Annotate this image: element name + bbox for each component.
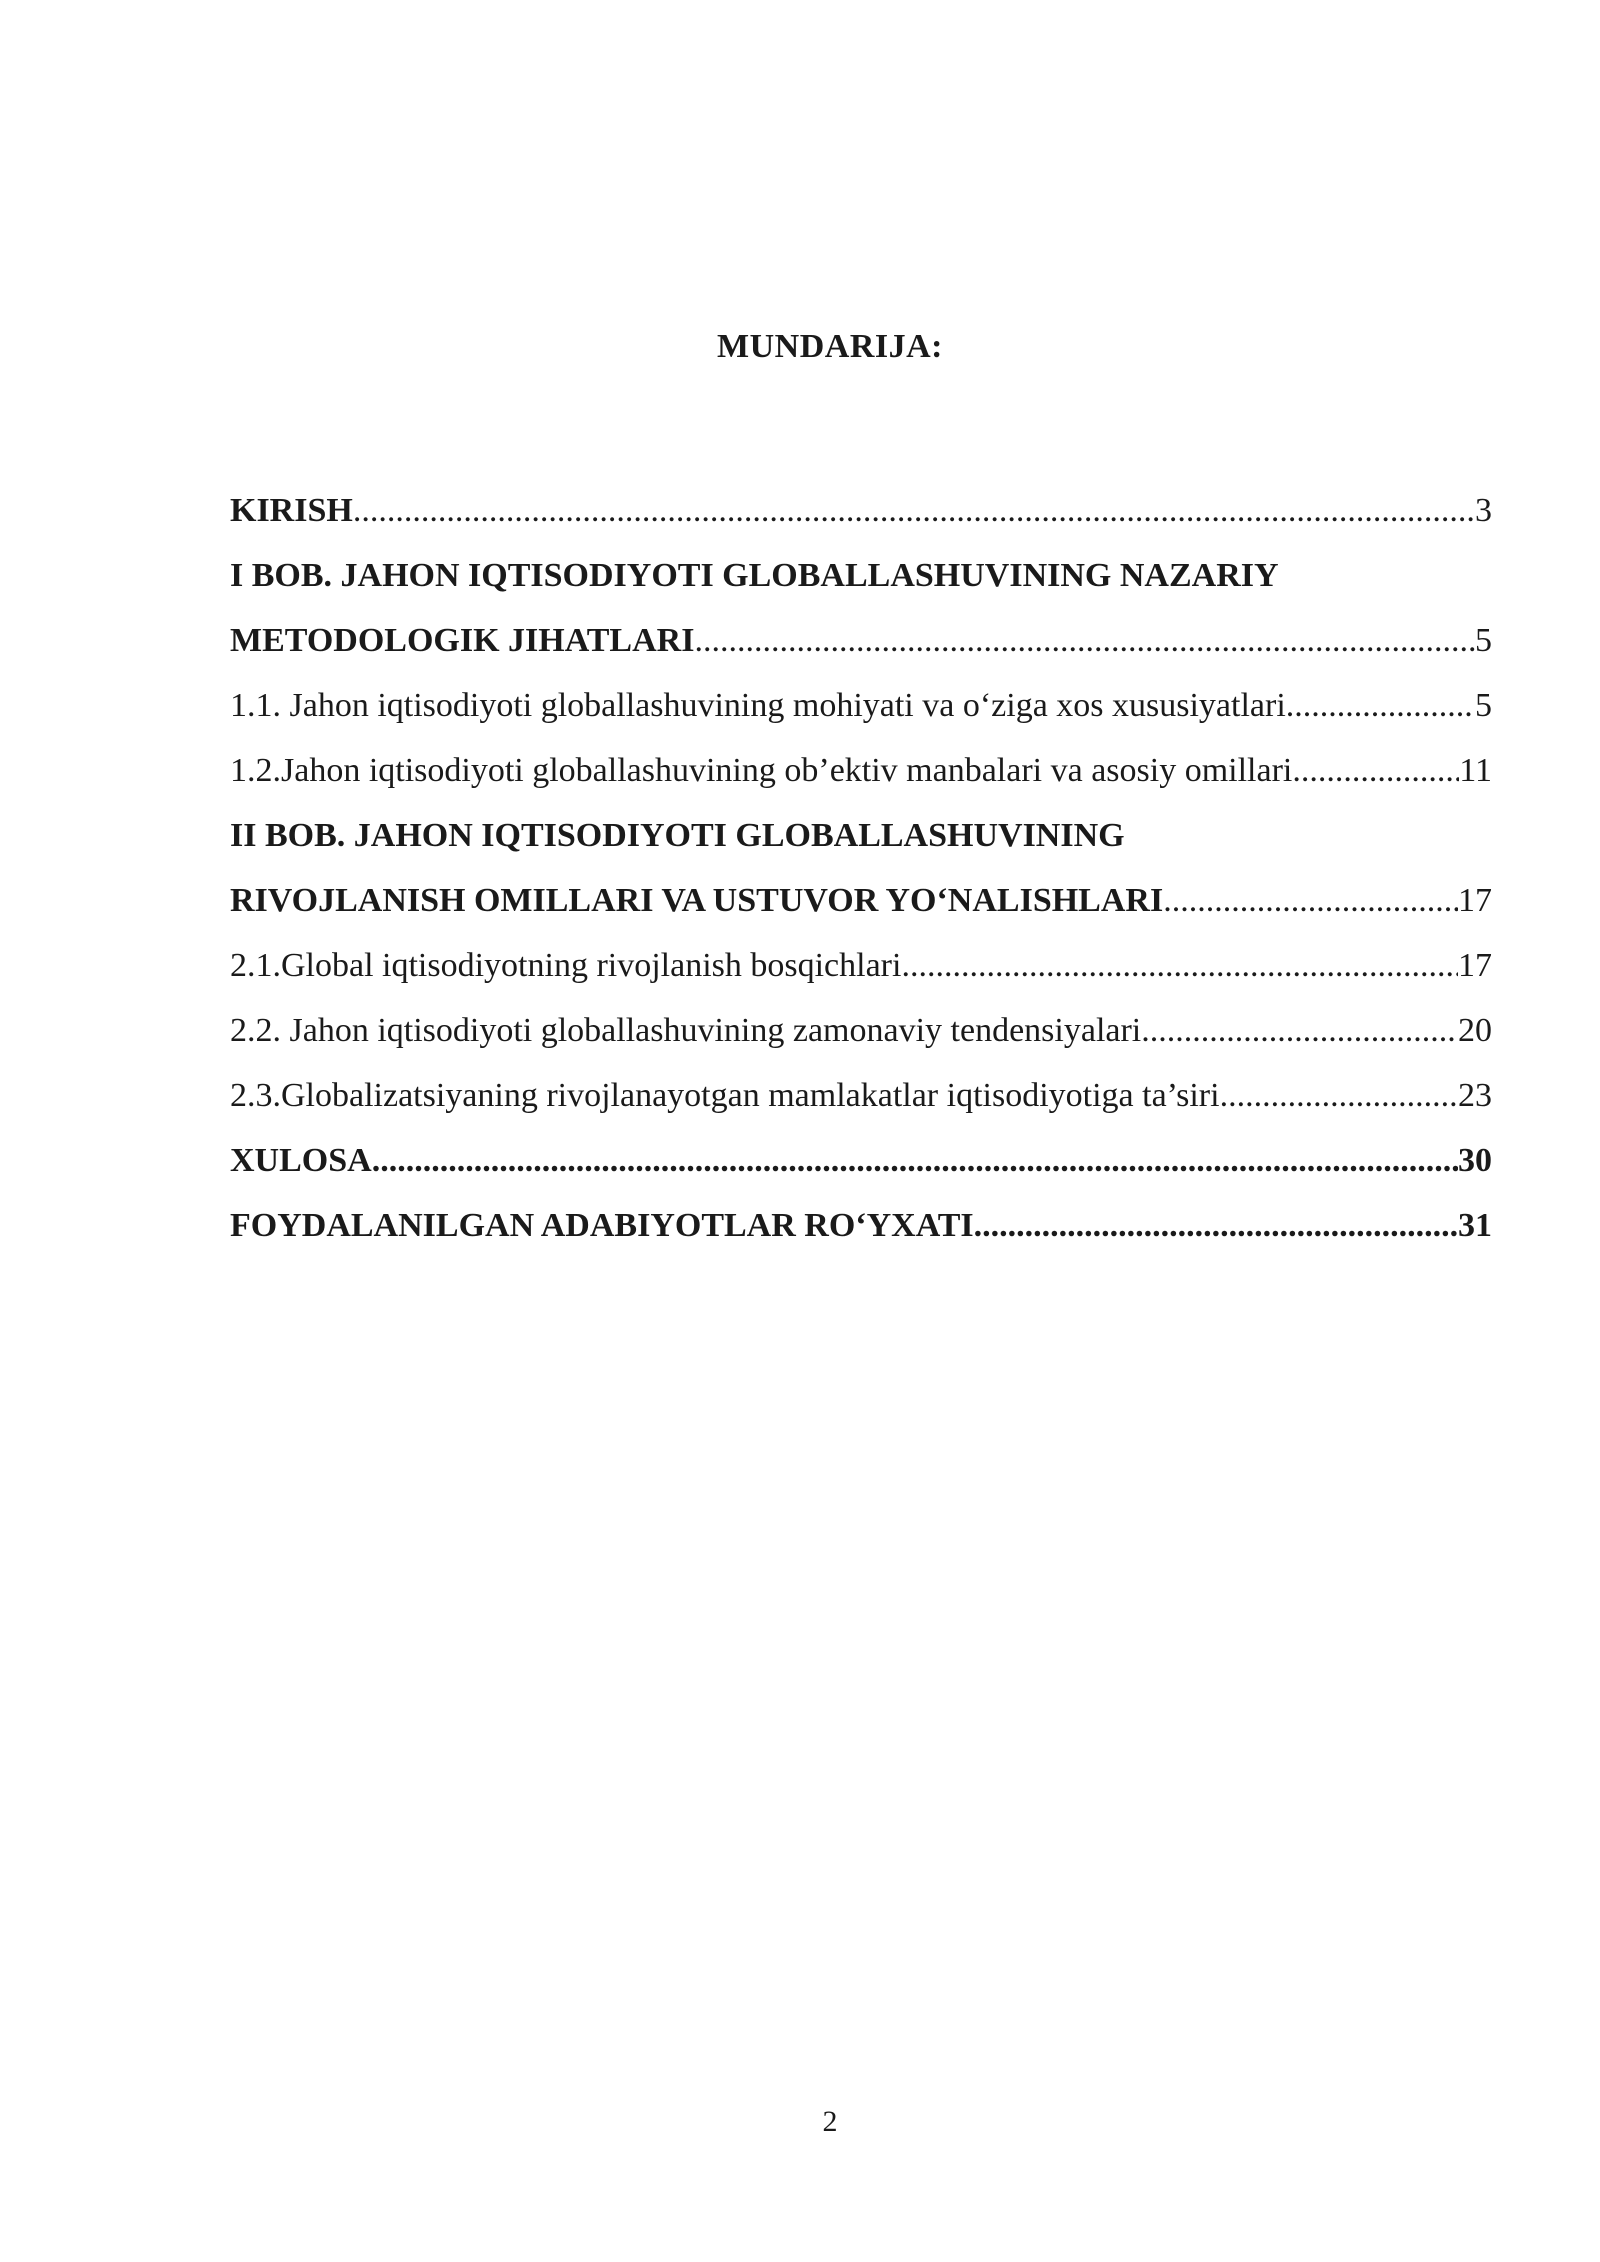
toc-leader-dots (372, 1142, 1458, 1180)
toc-entry-chapter-1-line-1[interactable] (230, 543, 1492, 608)
toc-leader-dots (901, 947, 1458, 985)
toc-entry-page: 17 (1458, 946, 1492, 984)
toc-entry-xulosa[interactable] (230, 1128, 1492, 1193)
toc-entry-label: METODOLOGIK JIHATLARI (230, 621, 695, 659)
toc-entry-bibliography[interactable] (230, 1193, 1492, 1258)
toc-entry-page: 31 (1458, 1206, 1492, 1244)
toc-leader-dots (1220, 1077, 1458, 1115)
toc-entry-page: 30 (1458, 1141, 1492, 1179)
toc-leader-dots (1292, 752, 1459, 790)
toc-entry-section-2-2[interactable] (230, 998, 1492, 1063)
toc-entry-label: FOYDALANILGAN ADABIYOTLAR RO‘YXATI (230, 1206, 974, 1244)
page-title: MUNDARIJA: (717, 328, 943, 365)
toc-entry-page: 23 (1458, 1076, 1492, 1114)
toc-entry-section-2-3[interactable] (230, 1063, 1492, 1128)
toc-entry-page: 3 (1475, 491, 1492, 529)
toc-entry-label: II BOB. JAHON IQTISODIYOTI GLOBALLASHUVINING (230, 816, 1125, 854)
toc-leader-dots (1163, 882, 1458, 920)
toc-entry-page: 5 (1475, 686, 1492, 724)
table-of-contents (230, 478, 1492, 1258)
toc-entry-page: 17 (1458, 881, 1492, 919)
toc-leader-dots (353, 492, 1475, 530)
toc-entry-chapter-2-line-2[interactable] (230, 868, 1492, 933)
toc-entry-section-2-1[interactable] (230, 933, 1492, 998)
toc-entry-label: I BOB. JAHON IQTISODIYOTI GLOBALLASHUVINING NAZARIY (230, 556, 1279, 594)
toc-entry-label: 1.1. Jahon iqtisodiyoti globallashuvining mohiyati va o‘ziga xos xususiyatlari (230, 686, 1286, 724)
toc-entry-label: 1.2.Jahon iqtisodiyoti globallashuvining ob’ektiv manbalari va asosiy omillari (230, 751, 1293, 789)
toc-entry-page: 20 (1458, 1011, 1492, 1049)
toc-leader-dots (974, 1207, 1458, 1245)
toc-entry-label: RIVOJLANISH OMILLARI VA USTUVOR YO‘NALISHLARI (230, 881, 1164, 919)
toc-leader-dots (1286, 687, 1475, 725)
toc-entry-label: 2.3.Globalizatsiyaning rivojlanayotgan mamlakatlar iqtisodiyotiga ta’siri (230, 1076, 1220, 1114)
toc-leader-dots (694, 622, 1475, 660)
toc-entry-label: 2.1.Global iqtisodiyotning rivojlanish bosqichlari (230, 946, 902, 984)
toc-entry-label: 2.2. Jahon iqtisodiyoti globallashuvining zamonaviy tendensiyalari (230, 1011, 1142, 1049)
toc-entry-label: XULOSA (230, 1141, 372, 1179)
page-number: 2 (822, 2105, 838, 2138)
toc-leader-dots (1141, 1012, 1458, 1050)
toc-entry-kirish[interactable] (230, 478, 1492, 543)
toc-entry-section-1-2[interactable] (230, 738, 1492, 803)
toc-entry-section-1-1[interactable] (230, 673, 1492, 738)
toc-entry-page: 5 (1475, 621, 1492, 659)
toc-entry-label: KIRISH (230, 491, 353, 529)
toc-entry-chapter-2-line-1[interactable] (230, 803, 1492, 868)
toc-entry-chapter-1-line-2[interactable] (230, 608, 1492, 673)
toc-entry-page: 11 (1459, 751, 1492, 789)
